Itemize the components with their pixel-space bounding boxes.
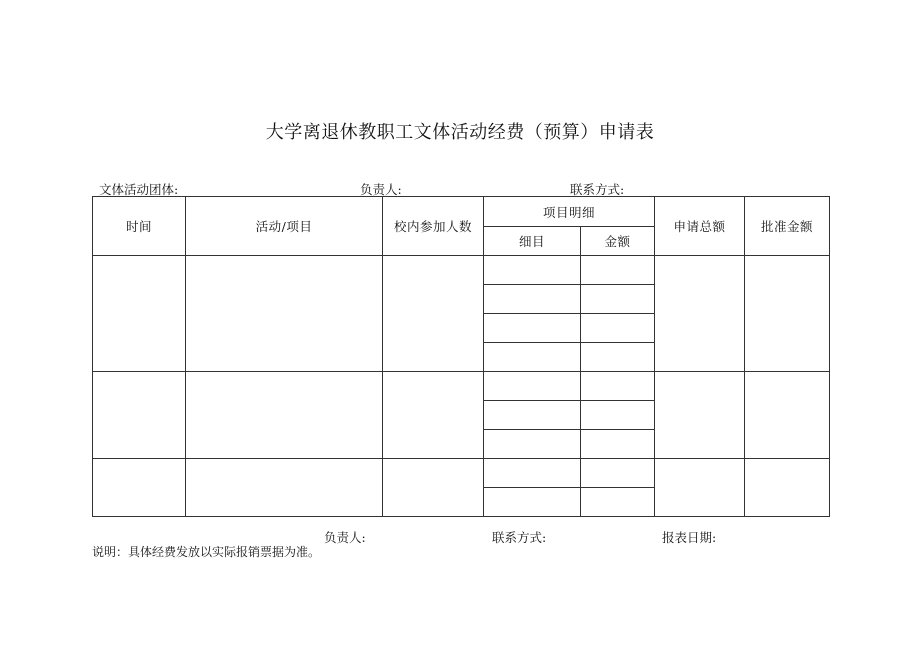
detail-item-cell[interactable] [484, 459, 581, 488]
table-row [93, 372, 830, 401]
requested-total-cell[interactable] [655, 372, 745, 459]
detail-amount-cell[interactable] [581, 256, 655, 285]
leader-label: 负责人: [360, 182, 402, 197]
detail-item-cell[interactable] [484, 285, 581, 314]
approved-amount-cell[interactable] [745, 459, 830, 517]
approved-amount-cell[interactable] [745, 372, 830, 459]
time-cell[interactable] [93, 459, 186, 517]
header-requested-total: 申请总额 [655, 197, 745, 256]
header-row [93, 197, 830, 227]
detail-item-cell[interactable] [484, 372, 581, 401]
participants-cell[interactable] [383, 256, 484, 372]
activity-cell[interactable] [186, 256, 383, 372]
application-table [92, 196, 830, 517]
detail-amount-cell[interactable] [581, 314, 655, 343]
detail-amount-cell[interactable] [581, 343, 655, 372]
detail-item-cell[interactable] [484, 430, 581, 459]
footer-contact-label: 联系方式: [492, 530, 547, 545]
header-activity: 活动/项目 [186, 197, 383, 256]
approved-amount-cell[interactable] [745, 256, 830, 372]
contact-label: 联系方式: [570, 182, 625, 197]
detail-item-cell[interactable] [484, 401, 581, 430]
header-approved-amount: 批准金额 [745, 197, 830, 256]
activity-group-label: 文体活动团体: [99, 182, 179, 197]
header-detail-amount: 金额 [581, 227, 655, 256]
header-participants: 校内参加人数 [383, 197, 484, 256]
requested-total-cell[interactable] [655, 459, 745, 517]
table-row [93, 256, 830, 285]
header-detail-item: 细目 [484, 227, 581, 256]
detail-item-cell[interactable] [484, 314, 581, 343]
detail-amount-cell[interactable] [581, 372, 655, 401]
report-date-label: 报表日期: [662, 530, 717, 545]
header-time: 时间 [93, 197, 186, 256]
header-item-details: 项目明细 [484, 197, 655, 227]
activity-cell[interactable] [186, 372, 383, 459]
requested-total-cell[interactable] [655, 256, 745, 372]
detail-item-cell[interactable] [484, 488, 581, 517]
form-title: 大学离退休教职工文体活动经费（预算）申请表 [265, 122, 655, 143]
note-text: 说明：具体经费发放以实际报销票据为准。 [92, 545, 321, 559]
detail-amount-cell[interactable] [581, 401, 655, 430]
activity-cell[interactable] [186, 459, 383, 517]
time-cell[interactable] [93, 372, 186, 459]
time-cell[interactable] [93, 256, 186, 372]
detail-amount-cell[interactable] [581, 488, 655, 517]
footer-leader-label: 负责人: [324, 530, 366, 545]
table-row [93, 459, 830, 488]
participants-cell[interactable] [383, 459, 484, 517]
detail-item-cell[interactable] [484, 343, 581, 372]
participants-cell[interactable] [383, 372, 484, 459]
detail-amount-cell[interactable] [581, 459, 655, 488]
detail-amount-cell[interactable] [581, 285, 655, 314]
detail-amount-cell[interactable] [581, 430, 655, 459]
detail-item-cell[interactable] [484, 256, 581, 285]
